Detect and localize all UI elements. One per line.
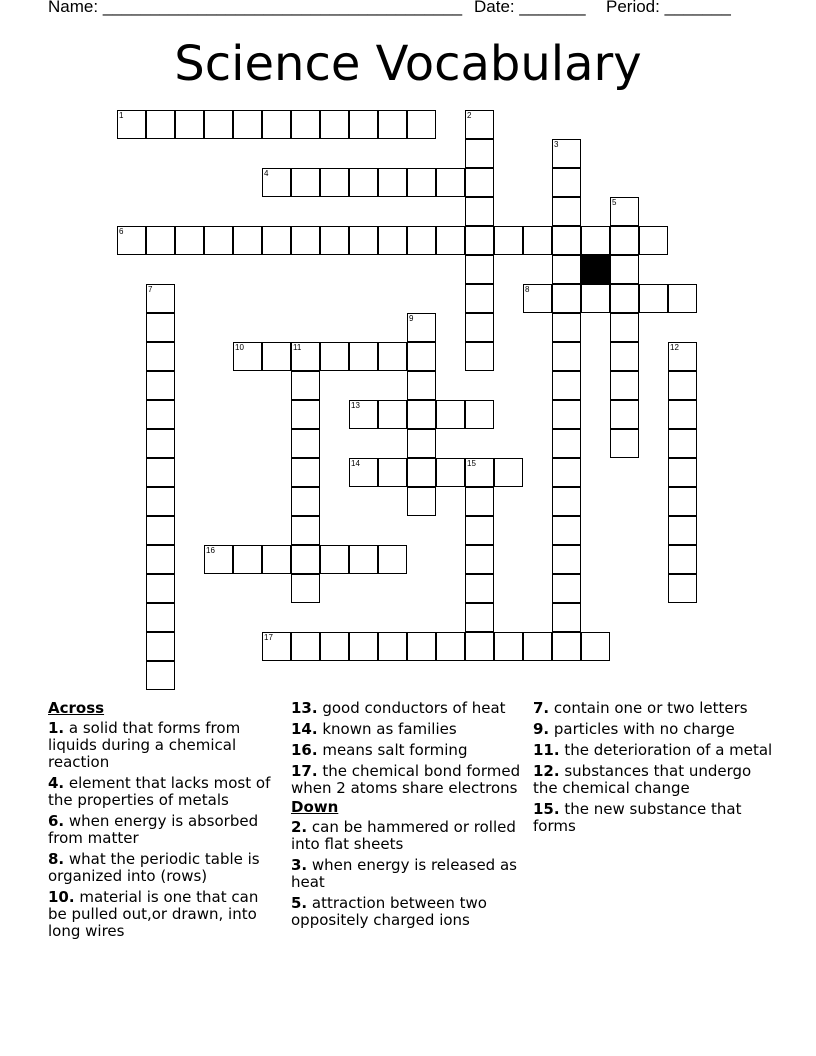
grid-cell[interactable] bbox=[349, 400, 378, 429]
clues-column-1 bbox=[48, 700, 280, 944]
grid-cell[interactable] bbox=[146, 284, 175, 313]
grid-cell[interactable] bbox=[291, 458, 320, 487]
clue-item bbox=[291, 819, 523, 853]
clue-item-number: 14. bbox=[291, 720, 318, 738]
grid-cell[interactable] bbox=[668, 545, 697, 574]
clue-item-text: attraction between two oppositely charged ions bbox=[291, 894, 487, 929]
grid-cell[interactable] bbox=[465, 632, 494, 661]
clue-item-text: good conductors of heat bbox=[317, 699, 506, 717]
grid-cell[interactable] bbox=[378, 342, 407, 371]
clue-item bbox=[291, 857, 523, 891]
grid-cell[interactable] bbox=[378, 110, 407, 139]
clue-item-text: substances that undergo the chemical change bbox=[533, 762, 752, 797]
grid-cell[interactable] bbox=[291, 516, 320, 545]
grid-cell[interactable] bbox=[320, 632, 349, 661]
grid-cell[interactable] bbox=[407, 632, 436, 661]
grid-cell[interactable] bbox=[262, 545, 291, 574]
grid-cell[interactable] bbox=[233, 226, 262, 255]
grid-cell[interactable] bbox=[610, 255, 639, 284]
grid-cell[interactable] bbox=[668, 487, 697, 516]
clue-item-text: the new substance that forms bbox=[533, 800, 742, 835]
grid-cell[interactable] bbox=[320, 168, 349, 197]
clue-item bbox=[48, 775, 280, 809]
grid-cell[interactable] bbox=[349, 545, 378, 574]
clue-number: 10 bbox=[235, 343, 244, 352]
grid-cell[interactable] bbox=[349, 632, 378, 661]
grid-cell[interactable] bbox=[349, 110, 378, 139]
clue-item-number: 9. bbox=[533, 720, 550, 738]
clue-item-number: 8. bbox=[48, 850, 65, 868]
clue-item bbox=[48, 851, 280, 885]
grid-cell[interactable] bbox=[465, 342, 494, 371]
clue-number: 3 bbox=[554, 140, 559, 149]
grid-cell[interactable] bbox=[233, 342, 262, 371]
grid-cell[interactable] bbox=[494, 632, 523, 661]
down-clue-list bbox=[291, 819, 523, 929]
grid-cell[interactable] bbox=[465, 255, 494, 284]
clue-number: 16 bbox=[206, 546, 215, 555]
grid-cell[interactable] bbox=[465, 487, 494, 516]
grid-cell[interactable] bbox=[668, 574, 697, 603]
clue-item bbox=[533, 742, 773, 759]
clue-item-number: 3. bbox=[291, 856, 308, 874]
clue-item-number: 2. bbox=[291, 818, 308, 836]
clue-item bbox=[533, 763, 773, 797]
clue-number: 1 bbox=[119, 111, 124, 120]
grid-cell[interactable] bbox=[523, 284, 552, 313]
grid-cell[interactable] bbox=[552, 313, 581, 342]
clue-number: 6 bbox=[119, 227, 124, 236]
clue-number: 11 bbox=[293, 343, 302, 352]
clue-item-text: when energy is absorbed from matter bbox=[48, 812, 259, 847]
grid-cell[interactable] bbox=[465, 400, 494, 429]
grid-cell[interactable] bbox=[349, 342, 378, 371]
grid-cell[interactable] bbox=[291, 545, 320, 574]
grid-cell[interactable] bbox=[436, 226, 465, 255]
grid-cell[interactable] bbox=[465, 284, 494, 313]
grid-cell[interactable] bbox=[552, 400, 581, 429]
grid-cell[interactable] bbox=[291, 371, 320, 400]
grid-cell[interactable] bbox=[465, 603, 494, 632]
grid-cell[interactable] bbox=[465, 458, 494, 487]
grid-cell[interactable] bbox=[436, 400, 465, 429]
grid-cell[interactable] bbox=[407, 226, 436, 255]
grid-cell[interactable] bbox=[552, 603, 581, 632]
grid-cell[interactable] bbox=[262, 632, 291, 661]
grid-cell[interactable] bbox=[320, 342, 349, 371]
clue-item-number: 11. bbox=[533, 741, 560, 759]
clues-column-3 bbox=[533, 700, 773, 839]
grid-cell[interactable] bbox=[204, 226, 233, 255]
clue-item-number: 10. bbox=[48, 888, 75, 906]
grid-cell[interactable] bbox=[407, 342, 436, 371]
grid-cell[interactable] bbox=[233, 545, 262, 574]
grid-cell[interactable] bbox=[407, 371, 436, 400]
clue-item-text: the chemical bond formed when 2 atoms share electrons bbox=[291, 762, 521, 797]
period-blank: _______ bbox=[664, 0, 731, 16]
clue-item bbox=[533, 721, 773, 738]
clue-item-number: 15. bbox=[533, 800, 560, 818]
clue-item-text: particles with no charge bbox=[549, 720, 735, 738]
grid-cell[interactable] bbox=[552, 342, 581, 371]
clue-item bbox=[533, 801, 773, 835]
clue-item-text: the deterioration of a metal bbox=[559, 741, 773, 759]
clue-item bbox=[48, 813, 280, 847]
clues-column-2 bbox=[291, 700, 523, 933]
grid-cell[interactable] bbox=[378, 400, 407, 429]
blocked-cell bbox=[581, 255, 610, 284]
grid-cell[interactable] bbox=[668, 429, 697, 458]
name-blank: ______________________________________ bbox=[102, 0, 463, 16]
clue-item-text: known as families bbox=[317, 720, 457, 738]
grid-cell[interactable] bbox=[552, 226, 581, 255]
grid-cell[interactable] bbox=[639, 284, 668, 313]
grid-cell[interactable] bbox=[465, 545, 494, 574]
grid-cell[interactable] bbox=[378, 458, 407, 487]
grid-cell[interactable] bbox=[552, 284, 581, 313]
grid-cell[interactable] bbox=[610, 400, 639, 429]
grid-cell[interactable] bbox=[407, 400, 436, 429]
clue-item-number: 12. bbox=[533, 762, 560, 780]
grid-cell[interactable] bbox=[523, 632, 552, 661]
grid-cell[interactable] bbox=[320, 545, 349, 574]
grid-cell[interactable] bbox=[349, 168, 378, 197]
grid-cell[interactable] bbox=[146, 226, 175, 255]
grid-cell[interactable] bbox=[552, 632, 581, 661]
grid-cell[interactable] bbox=[291, 574, 320, 603]
grid-cell[interactable] bbox=[668, 342, 697, 371]
grid-cell[interactable] bbox=[146, 371, 175, 400]
clue-item-text: can be hammered or rolled into flat sheets bbox=[291, 818, 516, 853]
grid-cell[interactable] bbox=[146, 313, 175, 342]
clue-number: 12 bbox=[670, 343, 679, 352]
clue-number: 17 bbox=[264, 633, 273, 642]
clue-item-number: 5. bbox=[291, 894, 308, 912]
grid-cell[interactable] bbox=[146, 487, 175, 516]
grid-cell[interactable] bbox=[204, 545, 233, 574]
grid-cell[interactable] bbox=[146, 342, 175, 371]
clue-item-text: when energy is released as heat bbox=[291, 856, 517, 891]
grid-cell[interactable] bbox=[291, 110, 320, 139]
clue-item bbox=[291, 763, 523, 797]
clue-item-number: 13. bbox=[291, 699, 318, 717]
grid-cell[interactable] bbox=[146, 545, 175, 574]
grid-cell[interactable] bbox=[146, 429, 175, 458]
clue-number: 5 bbox=[612, 198, 617, 207]
grid-cell[interactable] bbox=[262, 110, 291, 139]
clue-number: 7 bbox=[148, 285, 153, 294]
grid-cell[interactable] bbox=[668, 458, 697, 487]
clue-item-text: contain one or two letters bbox=[549, 699, 748, 717]
grid-cell[interactable] bbox=[320, 226, 349, 255]
clue-item-number: 17. bbox=[291, 762, 318, 780]
clue-number: 15 bbox=[467, 459, 476, 468]
grid-cell[interactable] bbox=[552, 574, 581, 603]
grid-cell[interactable] bbox=[552, 516, 581, 545]
grid-cell[interactable] bbox=[291, 226, 320, 255]
grid-cell[interactable] bbox=[117, 110, 146, 139]
period-label: Period: bbox=[606, 0, 660, 16]
clue-item-number: 6. bbox=[48, 812, 65, 830]
grid-cell[interactable] bbox=[552, 458, 581, 487]
across-clue-list bbox=[48, 720, 280, 940]
grid-cell[interactable] bbox=[552, 197, 581, 226]
grid-cell[interactable] bbox=[552, 545, 581, 574]
grid-cell[interactable] bbox=[523, 226, 552, 255]
grid-cell[interactable] bbox=[552, 168, 581, 197]
grid-cell[interactable] bbox=[407, 458, 436, 487]
grid-cell[interactable] bbox=[378, 545, 407, 574]
grid-cell[interactable] bbox=[465, 197, 494, 226]
clue-number: 13 bbox=[351, 401, 360, 410]
name-label: Name: bbox=[48, 0, 99, 16]
grid-cell[interactable] bbox=[581, 226, 610, 255]
page-title: Science Vocabulary bbox=[174, 36, 642, 92]
grid-cell[interactable] bbox=[465, 574, 494, 603]
grid-cell[interactable] bbox=[146, 400, 175, 429]
grid-cell[interactable] bbox=[262, 342, 291, 371]
date-label: Date: bbox=[474, 0, 515, 16]
clue-item-text: means salt forming bbox=[317, 741, 468, 759]
grid-cell[interactable] bbox=[146, 574, 175, 603]
grid-cell[interactable] bbox=[639, 226, 668, 255]
grid-cell[interactable] bbox=[146, 110, 175, 139]
grid-cell[interactable] bbox=[581, 284, 610, 313]
clue-number: 8 bbox=[525, 285, 530, 294]
clue-item bbox=[291, 700, 523, 717]
grid-cell[interactable] bbox=[378, 226, 407, 255]
grid-cell[interactable] bbox=[146, 516, 175, 545]
grid-cell[interactable] bbox=[407, 429, 436, 458]
across-heading: Across bbox=[48, 699, 105, 717]
grid-cell[interactable] bbox=[291, 429, 320, 458]
clue-item-number: 1. bbox=[48, 719, 65, 737]
grid-cell[interactable] bbox=[552, 429, 581, 458]
clue-item bbox=[291, 742, 523, 759]
grid-cell[interactable] bbox=[291, 168, 320, 197]
grid-cell[interactable] bbox=[552, 487, 581, 516]
grid-cell[interactable] bbox=[407, 313, 436, 342]
grid-cell[interactable] bbox=[291, 487, 320, 516]
grid-cell[interactable] bbox=[146, 632, 175, 661]
grid-cell[interactable] bbox=[407, 168, 436, 197]
clue-item-text: a solid that forms from liquids during a chemical reaction bbox=[48, 719, 241, 771]
grid-cell[interactable] bbox=[146, 603, 175, 632]
grid-cell[interactable] bbox=[552, 255, 581, 284]
grid-cell[interactable] bbox=[465, 168, 494, 197]
grid-cell[interactable] bbox=[436, 458, 465, 487]
across-clue-list-continued bbox=[291, 700, 523, 797]
clue-item-text: element that lacks most of the properties of metals bbox=[48, 774, 271, 809]
grid-cell[interactable] bbox=[407, 487, 436, 516]
grid-cell[interactable] bbox=[291, 632, 320, 661]
clue-item bbox=[48, 889, 280, 940]
grid-cell[interactable] bbox=[494, 226, 523, 255]
grid-cell[interactable] bbox=[610, 429, 639, 458]
grid-cell[interactable] bbox=[262, 226, 291, 255]
grid-cell[interactable] bbox=[668, 516, 697, 545]
grid-cell[interactable] bbox=[610, 342, 639, 371]
clue-number: 9 bbox=[409, 314, 414, 323]
clue-number: 2 bbox=[467, 111, 472, 120]
grid-cell[interactable] bbox=[378, 632, 407, 661]
grid-cell[interactable] bbox=[436, 632, 465, 661]
grid-cell[interactable] bbox=[610, 284, 639, 313]
grid-cell[interactable] bbox=[552, 139, 581, 168]
grid-cell[interactable] bbox=[465, 110, 494, 139]
grid-cell[interactable] bbox=[146, 661, 175, 690]
grid-cell[interactable] bbox=[291, 400, 320, 429]
grid-cell[interactable] bbox=[668, 371, 697, 400]
clue-item-number: 16. bbox=[291, 741, 318, 759]
grid-cell[interactable] bbox=[465, 516, 494, 545]
grid-cell[interactable] bbox=[378, 168, 407, 197]
clue-item bbox=[533, 700, 773, 717]
date-blank: _______ bbox=[519, 0, 586, 16]
clue-item bbox=[291, 721, 523, 738]
grid-cell[interactable] bbox=[291, 342, 320, 371]
grid-cell[interactable] bbox=[349, 458, 378, 487]
clue-number: 4 bbox=[264, 169, 269, 178]
grid-cell[interactable] bbox=[349, 226, 378, 255]
grid-cell[interactable] bbox=[465, 226, 494, 255]
grid-cell[interactable] bbox=[610, 313, 639, 342]
grid-cell[interactable] bbox=[436, 168, 465, 197]
grid-cell[interactable] bbox=[117, 226, 146, 255]
clue-item bbox=[291, 895, 523, 929]
down-clue-list-continued bbox=[533, 700, 773, 835]
grid-cell[interactable] bbox=[610, 371, 639, 400]
clue-item-text: what the periodic table is organized into (rows) bbox=[48, 850, 260, 885]
clue-item-number: 7. bbox=[533, 699, 550, 717]
grid-cell[interactable] bbox=[610, 226, 639, 255]
grid-cell[interactable] bbox=[204, 110, 233, 139]
clue-number: 14 bbox=[351, 459, 360, 468]
grid-cell[interactable] bbox=[407, 110, 436, 139]
grid-cell[interactable] bbox=[175, 110, 204, 139]
grid-cell[interactable] bbox=[552, 371, 581, 400]
grid-cell[interactable] bbox=[146, 458, 175, 487]
clue-item-number: 4. bbox=[48, 774, 65, 792]
grid-cell[interactable] bbox=[465, 139, 494, 168]
clue-item bbox=[48, 720, 280, 771]
grid-cell[interactable] bbox=[581, 632, 610, 661]
grid-cell[interactable] bbox=[233, 110, 262, 139]
grid-cell[interactable] bbox=[465, 313, 494, 342]
grid-cell[interactable] bbox=[494, 458, 523, 487]
grid-cell[interactable] bbox=[262, 168, 291, 197]
grid-cell[interactable] bbox=[175, 226, 204, 255]
clue-item-text: material is one that can be pulled out,or drawn, into long wires bbox=[48, 888, 259, 940]
grid-cell[interactable] bbox=[668, 284, 697, 313]
down-heading: Down bbox=[291, 798, 339, 816]
grid-cell[interactable] bbox=[610, 197, 639, 226]
grid-cell[interactable] bbox=[668, 400, 697, 429]
grid-cell[interactable] bbox=[320, 110, 349, 139]
